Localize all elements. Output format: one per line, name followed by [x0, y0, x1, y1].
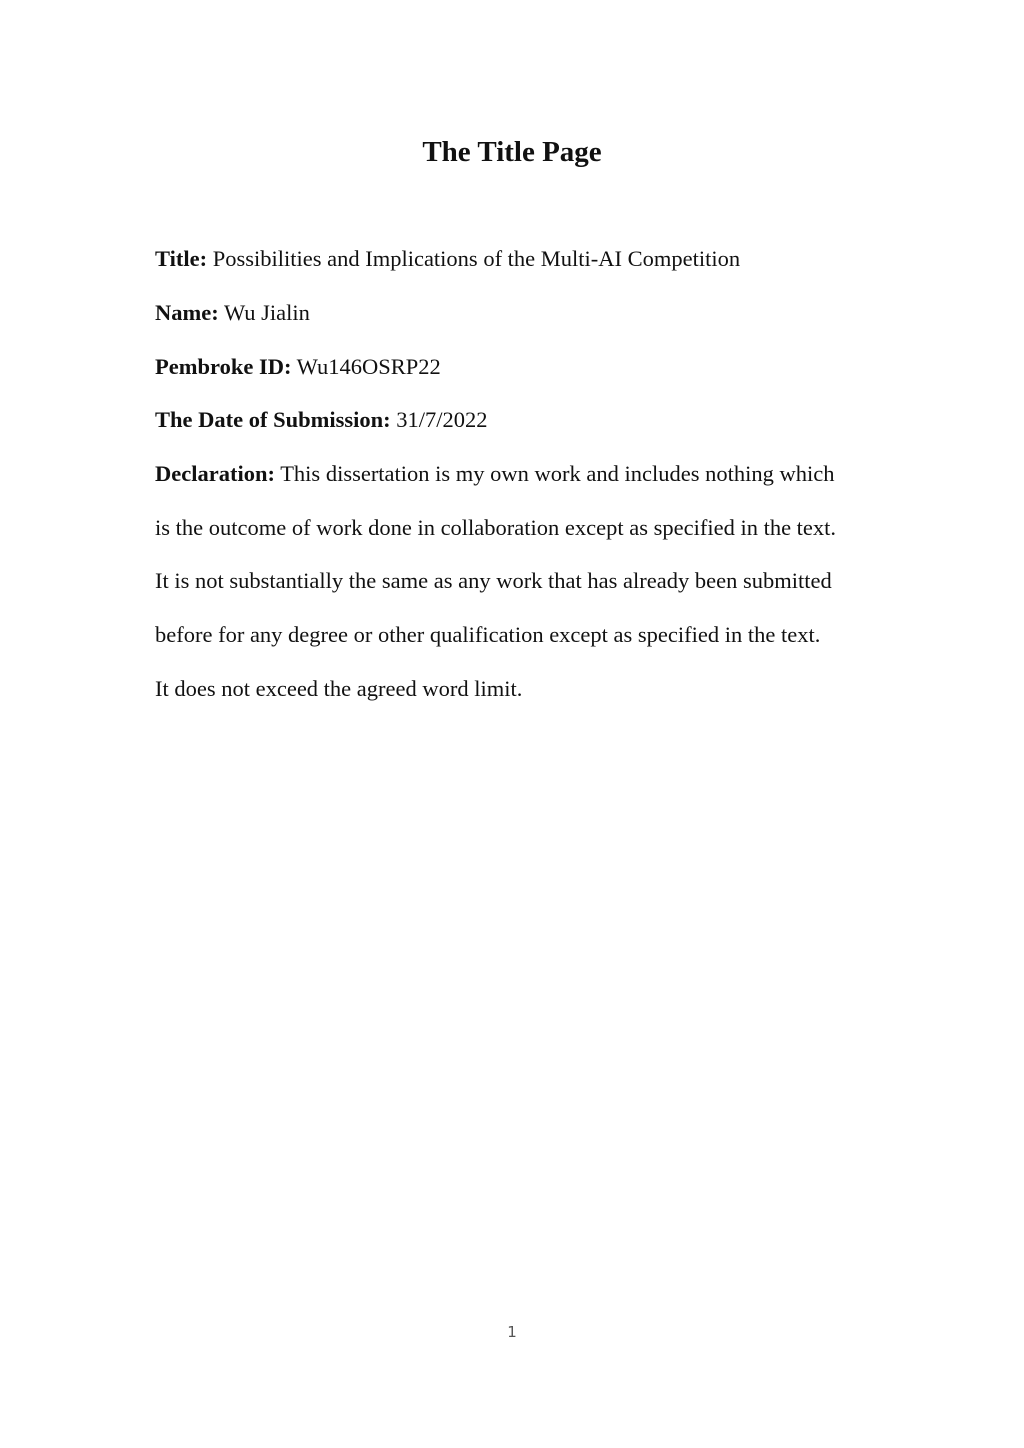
- declaration-line: [155, 514, 885, 542]
- declaration-text: It is not substantially the same as any work that has already been submitted: [155, 568, 832, 593]
- declaration-line: [155, 621, 885, 649]
- name-field: [155, 299, 885, 327]
- declaration-text: before for any degree or other qualification except as specified in the text.: [155, 622, 821, 647]
- page-number: 1: [507, 1323, 517, 1341]
- pembroke-id-field: [155, 353, 885, 381]
- declaration-label: Declaration:: [155, 461, 275, 486]
- title-value: Possibilities and Implications of the Multi-AI Competition: [212, 246, 741, 271]
- submission-date-label: The Date of Submission:: [155, 407, 391, 432]
- declaration-text: This dissertation is my own work and includes nothing which: [280, 461, 835, 486]
- name-value: Wu Jialin: [223, 300, 310, 325]
- declaration-line: [155, 675, 885, 703]
- title-label: Title:: [155, 246, 208, 271]
- submission-date-field: [155, 406, 885, 434]
- page-title: The Title Page: [422, 136, 602, 168]
- declaration-line: [155, 460, 885, 488]
- pembroke-id-value: Wu146OSRP22: [296, 354, 441, 379]
- submission-date-value: 31/7/2022: [396, 407, 488, 432]
- pembroke-id-label: Pembroke ID:: [155, 354, 292, 379]
- declaration-text: It does not exceed the agreed word limit.: [155, 676, 523, 701]
- name-label: Name:: [155, 300, 219, 325]
- declaration-line: [155, 567, 885, 595]
- declaration-text: is the outcome of work done in collaboration except as specified in the text.: [155, 515, 837, 540]
- title-field: [155, 245, 885, 273]
